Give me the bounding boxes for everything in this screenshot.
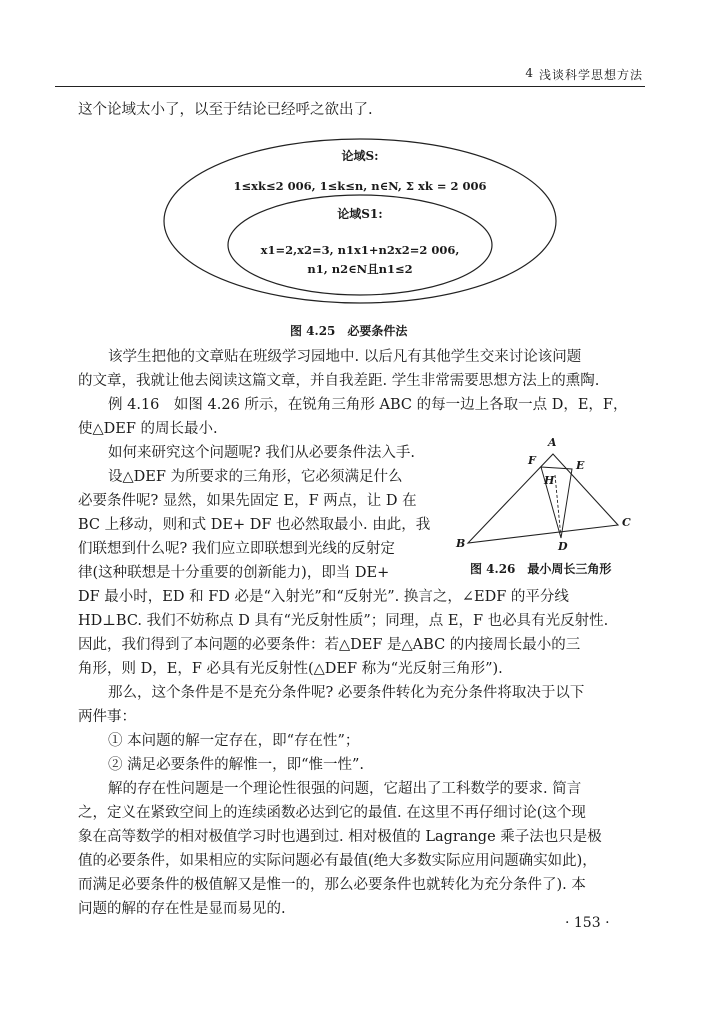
text-line: 的文章，我就让他去阅读这篇文章，并自我差距. 学生非常需要思想方法上的熏陶. [78, 373, 600, 389]
vertex-label-c: C [622, 516, 631, 529]
text-line: 使△DEF 的周长最小. [78, 421, 218, 437]
figure-caption: 图 4.26 最小周长三角形 [470, 562, 612, 576]
text-line: 象在高等数学的相对极值学习时也遇到过. 相对极值的 Lagrange 乘子法也只是极 [78, 829, 602, 845]
text-line: BC 上移动，则和式 DE+ DF 也必然取最小. 由此，我 [78, 517, 431, 533]
text-line: 解的存在性问题是一个理论性很强的问题，它超出了工科数学的要求. 简言 [108, 781, 582, 797]
text-line: DF 最小时，ED 和 FD 必是“入射光”和“反射光”. 换言之，∠EDF 的平分线 [78, 589, 569, 605]
text-line: 角形，则 D，E，F 必具有光反射性(△DEF 称为“光反射三角形”). [78, 661, 503, 677]
figure-domain-diagram [160, 135, 560, 307]
inner-domain-formula-2: n1, n2∈N且n1≤2 [307, 262, 413, 276]
text-line: 律(这种联想是十分重要的创新能力)，即当 DE+ [78, 565, 390, 581]
text-line: ① 本问题的解一定存在，即“存在性”； [108, 733, 360, 749]
text-line: 如何来研究这个问题呢? 我们从必要条件法入手. [108, 445, 415, 461]
running-header [55, 64, 645, 87]
page-number: · 153 · [565, 915, 610, 931]
inner-domain-label: 论域S1: [337, 207, 383, 221]
inner-domain-formula-1: x1=2,x2=3, n1x1+n2x2=2 006, [260, 243, 460, 257]
chapter-number: 4 [525, 66, 533, 80]
text-line: 因此，我们得到了本问题的必要条件：若△DEF 是△ABC 的内接周长最小的三 [78, 637, 581, 653]
text-line: ② 满足必要条件的解惟一，即“惟一性”. [108, 757, 365, 773]
text-line: 必要条件呢? 显然，如果先固定 E，F 两点，让 D 在 [78, 493, 417, 509]
text-line: 们联想到什么呢? 我们应立即联想到光线的反射定 [78, 541, 395, 557]
vertex-label-a: A [548, 436, 557, 449]
vertex-label-f: F [528, 454, 536, 467]
text-line: 之，定义在紧致空间上的连续函数必达到它的最值. 在这里不再仔细讨论(这个现 [78, 805, 586, 821]
figure-triangle [448, 436, 638, 555]
outer-domain-label: 论域S: [341, 149, 379, 163]
outer-domain-formula: 1≤xk≤2 006, 1≤k≤n, n∈N, Σ xk = 2 006 [233, 179, 487, 193]
text-line: 问题的解的存在性是显而易见的. [78, 901, 286, 917]
vertex-label-d: D [558, 540, 568, 553]
text-line: 该学生把他的文章贴在班级学习园地中. 以后凡有其他学生交来讨论该问题 [108, 349, 582, 365]
figure-caption: 图 4.25 必要条件法 [290, 324, 408, 338]
vertex-label-h: H [544, 474, 555, 487]
text-line: HD⊥BC. 我们不妨称点 D 具有“光反射性质”；同理，点 E，F 也必具有光反射性. [78, 613, 609, 629]
vertex-label-e: E [576, 459, 585, 472]
text-line: 这个论域太小了，以至于结论已经呼之欲出了. [78, 102, 373, 118]
text-line: 设△DEF 为所要求的三角形，它必须满足什么 [108, 469, 403, 485]
vertex-label-b: B [456, 537, 466, 550]
text-line: 两件事： [78, 709, 136, 725]
text-line: 例 4.16 如图 4.26 所示，在锐角三角形 ABC 的每一边上各取一点 D，E，F， [108, 397, 628, 413]
chapter-title: 浅谈科学思想方法 [538, 68, 643, 82]
text-line: 值的必要条件，如果相应的实际问题必有最值(绝大多数实际应用问题确实如此)， [78, 853, 597, 869]
text-line: 那么，这个条件是不是充分条件呢? 必要条件转化为充分条件将取决于以下 [108, 685, 585, 701]
text-line: 而满足必要条件的极值解又是惟一的，那么必要条件也就转化为充分条件了). 本 [78, 877, 586, 893]
